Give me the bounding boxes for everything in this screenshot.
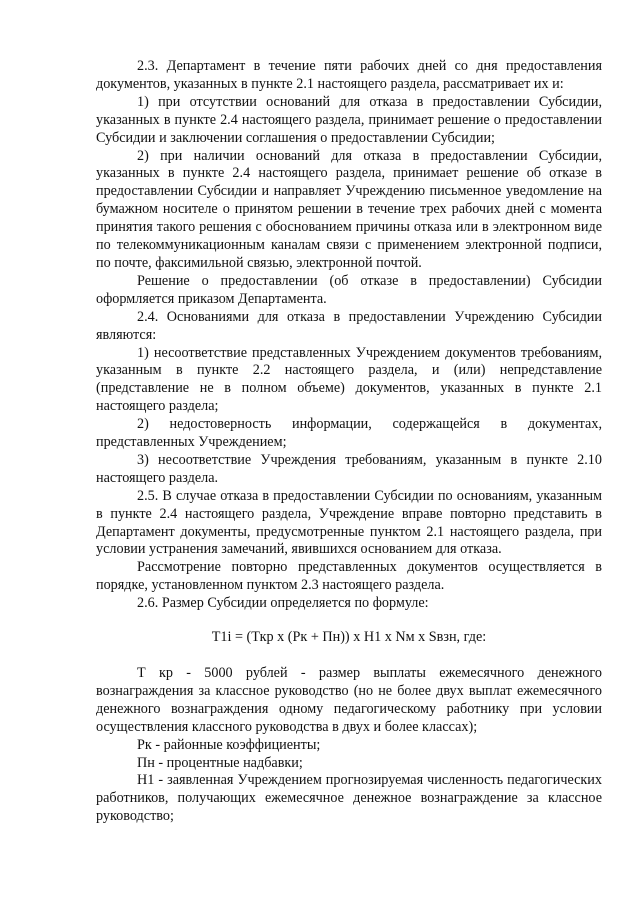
definition-pn: Пн - процентные надбавки; bbox=[137, 754, 303, 771]
paragraph-2-3-item-1: 1) при отсутствии оснований для отказа в предоставлении Субсидии, указанных в пункте 2.4 настоящего раздела, принимает решение о предоставлении Субсидии и заключении соглашения о предоставлении Субсидии; bbox=[96, 93, 602, 146]
definition-tkr: Т кр - 5000 рублей - размер выплаты ежемесячного денежного вознаграждения за классное руководство (но не более двух выплат ежемесячного денежного вознаграждения одному педагогическому работнику при условии осуществления классного руководства в двух и более классах); bbox=[96, 665, 602, 735]
paragraph-2-4-item-3: 3) несоответствие Учреждения требованиям, указанным в пункте 2.10 настоящего раздела. bbox=[96, 451, 602, 486]
definition-n1: Н1 - заявленная Учреждением прогнозируемая численность педагогических работников, получающих ежемесячное денежное вознаграждение за классное руководство; bbox=[96, 772, 602, 825]
paragraph-2-6: 2.6. Размер Субсидии определяется по формуле: bbox=[137, 595, 429, 612]
paragraph-resubmission: Рассмотрение повторно представленных документов осуществляется в порядке, установленном пунктом 2.3 настоящего раздела. bbox=[96, 559, 602, 594]
definition-rk: Рк - районные коэффициенты; bbox=[137, 736, 321, 753]
subsidy-formula: T1i = (Ткр x (Рк + Пн)) x Н1 x Nм x Sвзн, где: bbox=[211, 629, 487, 646]
paragraph-2-4-item-1: 1) несоответствие представленных Учреждением документов требованиям, указанным в пункте 2.2 настоящего раздела, и (или) непредставление (представление не в полном объеме) документов, указанных в пункте 2.1 настоящего раздела; bbox=[96, 344, 602, 415]
paragraph-decision: Решение о предоставлении (об отказе в предоставлении) Субсидии оформляется приказом Департамента. bbox=[96, 272, 602, 307]
paragraph-2-3: 2.3. Департамент в течение пяти рабочих дней со дня предоставления документов, указанных в пункте 2.1 настоящего раздела, рассматривает их и: bbox=[96, 58, 602, 92]
paragraph-2-5: 2.5. В случае отказа в предоставлении Субсидии по основаниям, указанным в пункте 2.4 настоящего раздела, Учреждение вправе повторно представить в Департамент документы, предусмотренные пунктом 2.1 настоящего раздела, при условии устранения замечаний, явившихся основанием для отказа. bbox=[96, 487, 602, 558]
paragraph-2-3-item-2: 2) при наличии оснований для отказа в предоставлении Субсидии, указанных в пункте 2.4 настоящего раздела, принимает решение об отказе в предоставлении Субсидии и направляет Учреждению письменное уведомление на бумажном носителе о принятом решении в течение трех рабочих дней с момента принятия такого решения с обоснованием причины отказа или в электронном виде по телекоммуникационным каналам связи с применением электронной подписи, по почте, факсимильной связью, электронной почтой. bbox=[96, 147, 602, 271]
document-page bbox=[96, 58, 602, 826]
paragraph-2-4-item-2: 2) недостоверность информации, содержащейся в документах, представленных Учреждением; bbox=[96, 416, 602, 451]
paragraph-2-4: 2.4. Основаниями для отказа в предоставлении Учреждению Субсидии являются: bbox=[96, 308, 602, 343]
